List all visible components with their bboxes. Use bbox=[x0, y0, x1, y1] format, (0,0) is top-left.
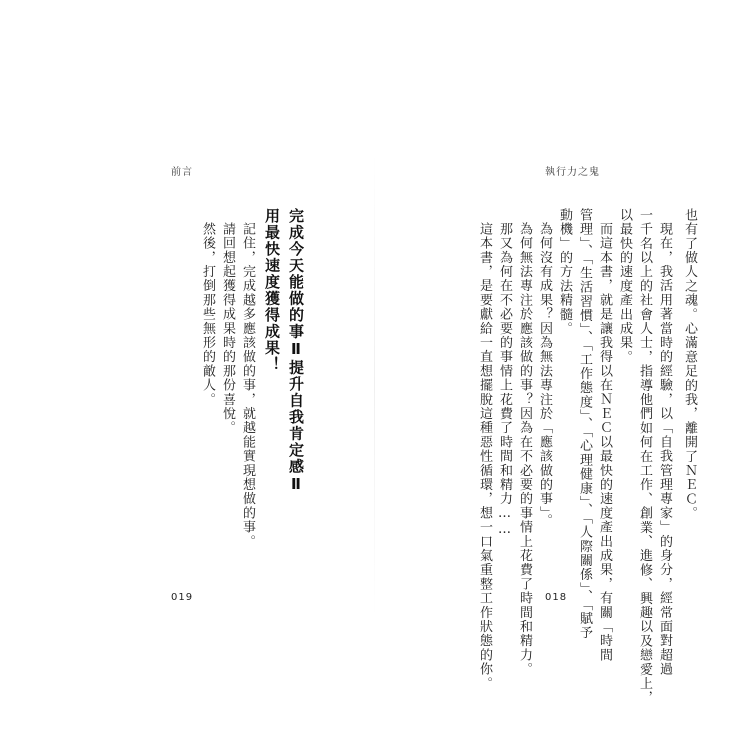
right-body-line-4: 以最快的速度產出成果。 bbox=[617, 208, 632, 365]
left-page-number: 019 bbox=[171, 592, 194, 603]
right-body-line-7: 動機」的方法精髓。 bbox=[557, 208, 572, 336]
right-page bbox=[375, 0, 750, 750]
right-body-line-11: 這本書，是要獻給一直想擺脫這種惡性循環，想一口氣重整工作狀態的你。 bbox=[477, 222, 492, 691]
right-page-number: 018 bbox=[545, 592, 568, 603]
right-body-line-6: 管理」、「生活習慣」、「工作態度」、「心理健康」、「人際關係」、「賦予 bbox=[577, 208, 592, 640]
right-body-line-10: 那又為何在不必要的事情上花費了時間和精力…… bbox=[497, 222, 512, 539]
right-running-head: 執行力之鬼 bbox=[545, 167, 600, 178]
left-body-line-3: 然後，打倒那些無形的敵人。 bbox=[200, 222, 215, 407]
right-body-line-3: 一千名以上的社會人士，指導他們如何在工作、創業、進修、興趣以及戀愛上， bbox=[637, 208, 652, 705]
right-body-line-1: 也有了做人之魂。心滿意足的我，離開了ＮＥＣ。 bbox=[682, 208, 697, 521]
left-body-line-1: 記住，完成越多應該做的事，就越能實現想做的事。 bbox=[240, 222, 255, 549]
left-running-head: 前言 bbox=[171, 167, 193, 178]
heading-line-2: 用最快速度獲得成果！ bbox=[263, 208, 281, 373]
heading-line-1: 完成今天能做的事Ⅱ提升自我肯定感Ⅱ bbox=[287, 208, 305, 495]
right-body-line-9: 為何無法專注於應該做的事？因為在不必要的事情上花費了時間和精力。 bbox=[517, 222, 532, 677]
right-body-line-5: 而這本書，就是讓我得以在ＮＥＣ以最快的速度產出成果，有關「時間 bbox=[597, 222, 612, 663]
right-body-line-8: 為何沒有成果？因為無法專注於「應該做的事」。 bbox=[537, 222, 552, 528]
left-body-line-2: 請回想起獲得成果時的那份喜悅。 bbox=[220, 222, 235, 435]
right-body-line-2: 現在，我活用著當時的經驗，以「自我管理專家」的身分，經常面對超過 bbox=[657, 222, 672, 677]
